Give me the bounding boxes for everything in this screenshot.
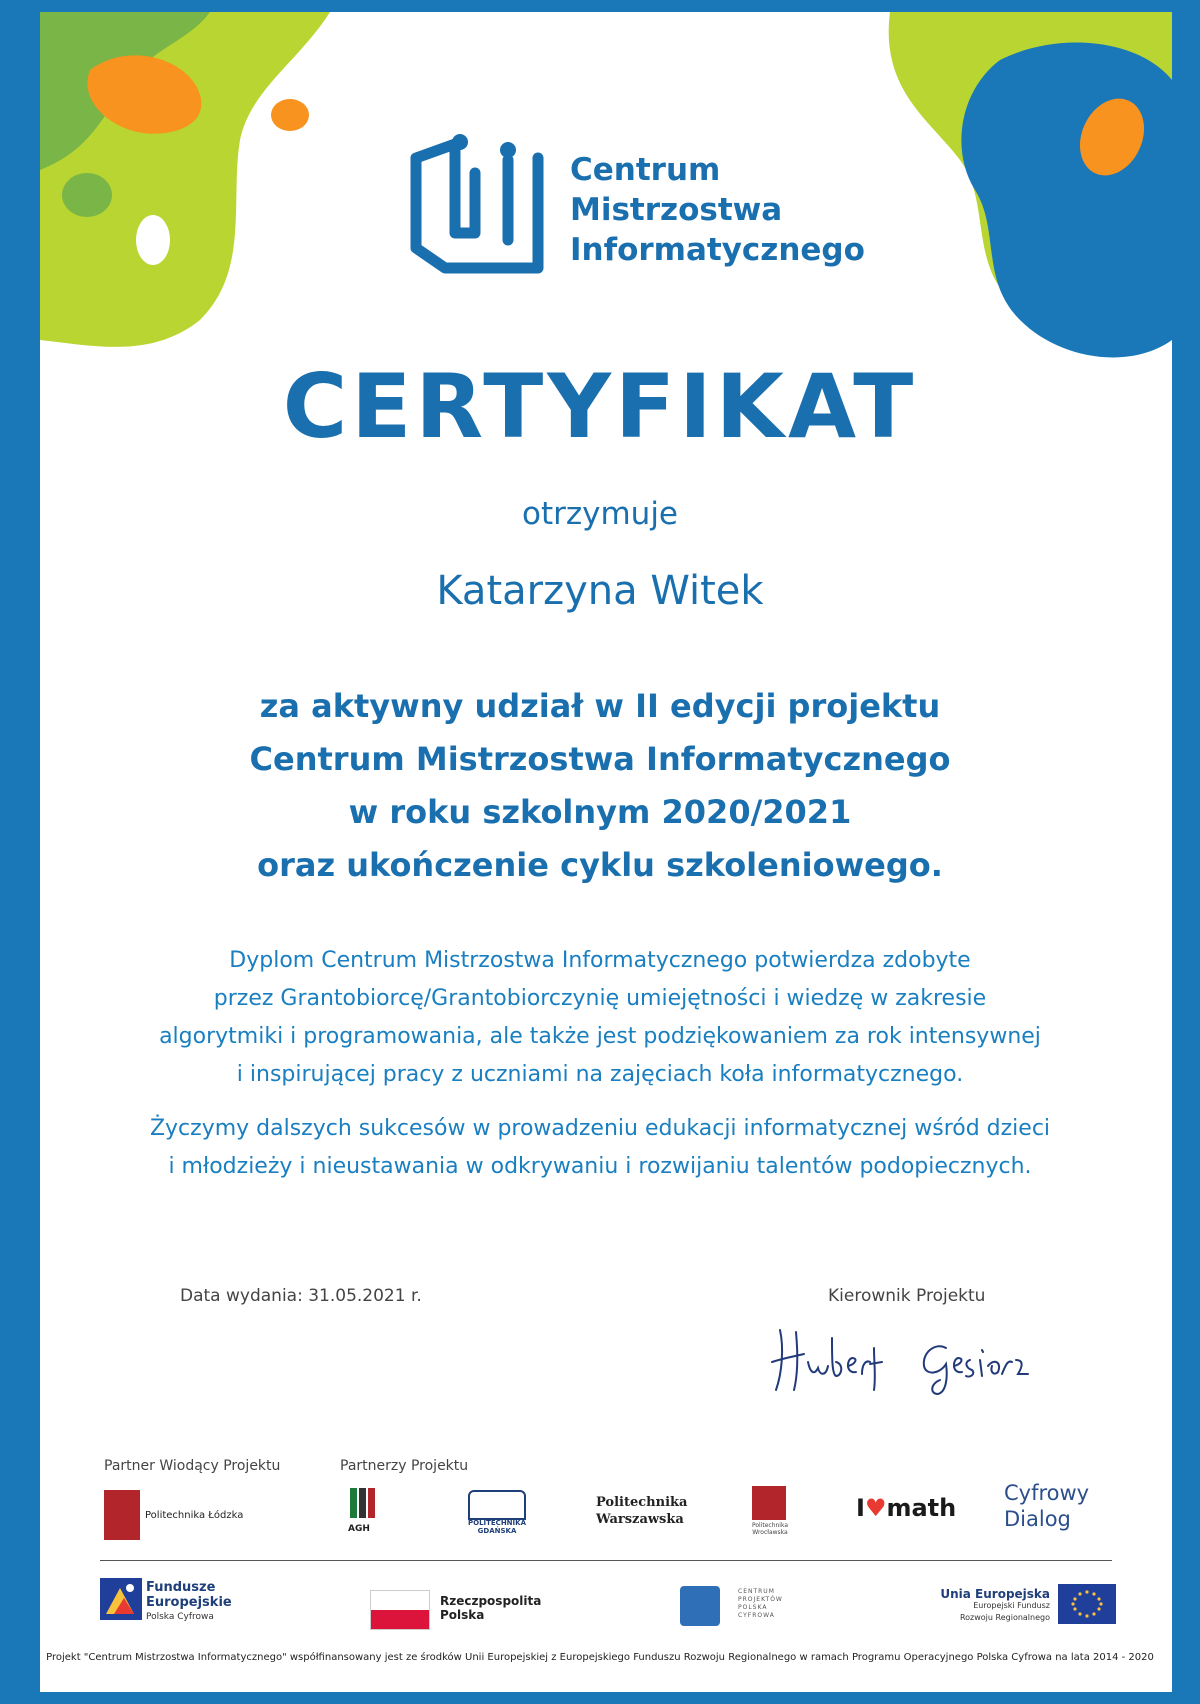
cppc-line-3: POLSKA <box>738 1604 768 1611</box>
fe-line-2: Europejskie <box>146 1595 232 1610</box>
rzeczpospolita-text <box>440 1594 541 1622</box>
footer-divider <box>100 1560 1112 1561</box>
cyfrowy-line-2: Dialog <box>1004 1507 1071 1531</box>
gdansk-label: POLITECHNIKA GDAŃSKA <box>467 1519 526 1535</box>
cyfrowy-line-1: Cyfrowy <box>1004 1481 1090 1505</box>
fundusze-europejskie-icon <box>100 1578 142 1620</box>
reason-line: za aktywny udział w II edycji projektu <box>259 687 941 725</box>
rp-line-1: Rzeczpospolita <box>440 1594 542 1608</box>
receives-label: otrzymuje <box>521 496 678 532</box>
logo-line-2: Mistrzostwa <box>570 192 783 228</box>
lead-partner-label: Partner Wiodący Projektu <box>104 1458 281 1474</box>
wroclaw-line-2: Wrocławska <box>752 1529 788 1536</box>
ue-line-3: Rozwoju Regionalnego <box>959 1613 1050 1622</box>
agh-logo <box>348 1488 376 1520</box>
handwritten-signature <box>770 1318 1050 1398</box>
cmi-logo-text <box>570 150 865 270</box>
manager-label: Kierownik Projektu <box>828 1286 986 1306</box>
imath-i: I <box>856 1494 865 1522</box>
cppc-text <box>738 1588 783 1620</box>
politechnika-wroclawska-logo <box>752 1486 786 1520</box>
paragraph-line: i inspirującej pracy z uczniami na zajęciach koła informatycznego. <box>236 1062 964 1087</box>
recipient-name: Katarzyna Witek <box>436 568 764 614</box>
paragraph-line: i młodzieży i nieustawania w odkrywaniu i rozwijaniu talentów podopiecznych. <box>168 1154 1032 1179</box>
cmi-logo-icon <box>400 128 550 278</box>
wroclaw-label <box>740 1522 800 1536</box>
reason-line: w roku szkolnym 2020/2021 <box>348 793 852 831</box>
politechnika-warszawska-logo <box>596 1494 687 1528</box>
ue-line-1: Unia Europejska <box>940 1587 1050 1601</box>
fundusze-europejskie-text <box>146 1580 232 1625</box>
certificate-title: CERTYFIKAT <box>282 355 918 458</box>
reason-line: Centrum Mistrzostwa Informatycznego <box>249 740 951 778</box>
agh-label: AGH <box>348 1524 370 1534</box>
logo-line-1: Centrum <box>570 152 721 188</box>
warsaw-line-2: Warszawska <box>596 1512 684 1527</box>
fe-line-3: Polska Cyfrowa <box>146 1612 214 1622</box>
eu-flag-icon <box>1058 1584 1116 1624</box>
diploma-paragraph <box>0 942 1200 1094</box>
award-reason <box>0 680 1200 892</box>
ue-line-2: Europejski Fundusz <box>973 1601 1050 1610</box>
heart-icon: ♥ <box>864 1494 887 1522</box>
paragraph-line: Życzymy dalszych sukcesów w prowadzeniu edukacji informatycznej wśród dzieci <box>149 1116 1051 1141</box>
wroclaw-line-1: Politechnika <box>751 1522 789 1529</box>
paragraph-line: Dyplom Centrum Mistrzostwa Informatycznego potwierdza zdobyte <box>229 948 971 973</box>
politechnika-gdanska-logo <box>468 1490 526 1520</box>
warsaw-line-1: Politechnika <box>596 1495 688 1510</box>
reason-line: oraz ukończenie cyklu szkoleniowego. <box>257 846 943 884</box>
politechnika-lodzka-logo <box>104 1490 140 1540</box>
cppc-line-1: CENTRUM <box>738 1588 775 1595</box>
fe-line-1: Fundusze <box>146 1580 216 1595</box>
paragraph-line: algorytmiki i programowania, ale także jest podziękowaniem za rok intensywnej <box>159 1024 1041 1049</box>
cppc-line-2: PROJEKTÓW <box>738 1596 783 1603</box>
rp-line-2: Polska <box>440 1608 485 1622</box>
issue-date: Data wydania: 31.05.2021 r. <box>180 1286 422 1306</box>
imath-math: math <box>886 1494 957 1522</box>
wishes-paragraph <box>0 1110 1200 1186</box>
paragraph-line: przez Grantobiorcę/Grantobiorczynię umiejętności i wiedzę w zakresie <box>213 986 987 1011</box>
eu-text <box>900 1588 1050 1624</box>
logo-line-3: Informatycznego <box>570 232 865 268</box>
cppc-line-4: CYFROWA <box>738 1612 775 1619</box>
lead-partner-name: Politechnika Łódzka <box>145 1510 244 1521</box>
imath-logo <box>856 1494 956 1522</box>
footer-note: Projekt "Centrum Mistrzostwa Informatycznego" współfinansowany jest ze środków Unii Europejskiej z Europejskiego Funduszu Rozwoju Regionalnego w ramach Programu Operacyjnego Polska Cyfrowa na lata 2014 - 2020 <box>46 1652 1154 1663</box>
polish-flag-icon <box>370 1590 430 1630</box>
cyfrowy-dialog-logo <box>1004 1480 1089 1532</box>
cppc-logo-icon <box>680 1586 720 1626</box>
partners-label: Partnerzy Projektu <box>340 1458 469 1474</box>
